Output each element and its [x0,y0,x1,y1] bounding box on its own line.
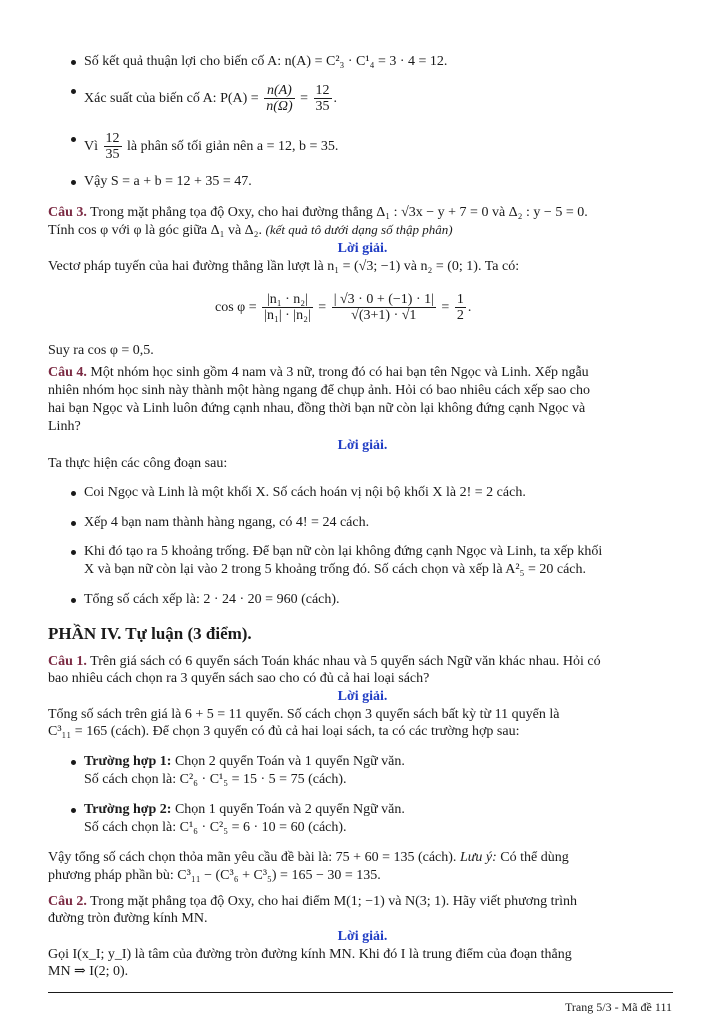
solution-label: Lời giải. [337,438,388,453]
question-4-line-3: hai bạn Ngọc và Linh luôn đứng cạnh nhau, đồng thời bạn nữ còn lại không đứng cạnh Ngọc và [48,401,586,416]
part4-question-2-line-2: đường tròn đường kính MN. [48,911,208,926]
part4-question-1-line-1 [48,653,601,670]
bullet-simplified-fraction [84,130,338,164]
section-heading: PHẦN IV. Tự luận (3 điểm). [48,624,252,643]
probability-label: Xác suất của biến cố A: P(A) = [84,91,259,106]
fraction-denominator: 2 [456,308,464,324]
case-2 [84,801,405,818]
fraction-numerator: n(A) [264,83,294,99]
question-label: Câu 3. [48,205,87,220]
question-3-line-2 [48,221,453,239]
formula-fraction [332,292,436,323]
cosine-formula: cos φ = $\frac{\text{|n₁ · n₂|}}{\text{|n₁| · |n₂|}}$ = $\frac{| √3 \cdot 0 + (-1) \cdot 1|}{√(3+1) \cdot √1}$ = $\frac{1}{2}$ . [215,292,472,324]
case-title: Trường hợp 2: [84,802,172,817]
step-3-continued: X và bạn nữ còn lại vào 2 trong 5 khoảng trống đó. Số cách chọn và xếp là A²₅ = 20 cách. [84,562,586,577]
probability-value-fraction [314,83,332,114]
equals-sign: = [300,91,309,106]
question-4-line-4: Linh? [48,419,81,434]
solution-text: Vectơ pháp tuyến của hai đường thẳng lần lượt là n₁ = (√3; −1) và n₂ = (0; 1). Ta có: [48,259,520,274]
solution-label: Lời giải. [337,929,388,944]
fraction-denominator: 35 [105,147,120,163]
total-line-1 [48,849,569,866]
fraction-numerator: | √3 · 0 + (−1) · 1| [333,292,434,308]
bullet-favorable-outcomes: Số kết quả thuận lợi cho biến cố A: n(A) = C²₃ · C¹₄ = 3 · 4 = 12. [84,54,448,69]
question-note: (kết quả tô dưới dạng số thập phân) [265,222,453,237]
solution-text: Gọi I(x_I; y_I) là tâm của đường tròn đường kính MN. Khi đó I là trung điểm của đoạn thẳng [48,947,572,962]
question-text: Tính cos φ với φ là góc giữa Δ₁ và Δ₂. [48,223,263,238]
question-label: Câu 1. [48,654,87,669]
solution-text: MN ⇒ I(2; 0). [48,964,129,979]
solution-label: Lời giải. [337,689,388,704]
solution-conclusion: Suy ra cos φ = 0,5. [48,343,154,358]
question-4-line-2: nhiên nhóm học sinh này thành một hàng ngang để chụp ảnh. Hỏi có bao nhiêu cách xếp sao cho [48,383,590,398]
bullet-final-sum: Vậy S = a + b = 12 + 35 = 47. [84,174,252,189]
case-1 [84,753,405,770]
fraction-numerator: 12 [105,131,120,147]
fraction-numerator: 12 [315,83,330,99]
question-label: Câu 2. [48,894,87,909]
note-label: Lưu ý: [459,850,497,865]
solution-label: Lời giải. [337,241,388,256]
fraction-denominator: 35 [315,99,330,115]
note-text: Có thể dùng [500,850,569,865]
step-4: Tổng số cách xếp là: 2 · 24 · 20 = 960 (cách). [84,592,340,607]
question-text: Một nhóm học sinh gồm 4 nam và 3 nữ, trong đó có hai bạn tên Ngọc và Linh. Xếp ngẫu [90,365,589,380]
case-text: Chọn 2 quyển Toán và 1 quyển Ngữ văn. [174,754,405,769]
total-text: Vậy tổng số cách chọn thỏa mãn yêu cầu đề bài là: 75 + 60 = 135 (cách). [48,850,457,865]
question-text: Trong mặt phẳng tọa độ Oxy, cho hai điểm M(1; −1) và N(3; 1). Hãy viết phương trình [90,894,578,909]
fraction-numerator: |n₁ · n₂| [262,292,313,308]
fraction-denominator: n(Ω) [266,99,293,115]
step-2: Xếp 4 bạn nam thành hàng ngang, có 4! = 24 cách. [84,515,370,530]
footer-divider [48,992,673,993]
formula-fraction [455,292,466,323]
case-2-calculation: Số cách chọn là: C¹₆ · C²₅ = 6 · 10 = 60 (cách). [84,820,347,835]
total-line-2: phương pháp phần bù: C³₁₁ − (C³₆ + C³₅) = 165 − 30 = 135. [48,868,381,883]
simplified-fraction [104,131,122,162]
fraction-numerator: 1 [456,292,464,308]
case-1-calculation: Số cách chọn là: C²₆ · C¹₅ = 15 · 5 = 75 (cách). [84,772,347,787]
step-3: Khi đó tạo ra 5 khoảng trống. Để bạn nữ còn lại không đứng cạnh Ngọc và Linh, ta xếp khối [84,544,603,559]
question-3-line-1 [48,204,588,221]
question-label: Câu 4. [48,365,87,380]
fraction-denominator: |n₁| · |n₂| [264,308,311,324]
solution-text: Tổng số sách trên giá là 6 + 5 = 11 quyển. Số cách chọn 3 quyển sách bất kỳ từ 11 quyển là [48,707,560,722]
question-text: Trên giá sách có 6 quyển sách Toán khác nhau và 5 quyển sách Ngữ văn khác nhau. Hỏi có [90,654,601,669]
bullet-label: Vì [84,139,98,154]
case-title: Trường hợp 1: [84,754,172,769]
solution-intro: Ta thực hiện các công đoạn sau: [48,456,228,471]
part4-question-1-line-2: bao nhiêu cách chọn ra 3 quyển sách sao cho có đủ cả hai loại sách? [48,671,430,686]
solution-text: C³₁₁ = 165 (cách). Để chọn 3 quyển có đủ cả hai loại sách, ta có các trường hợp sau: [48,724,520,739]
formula-lhs: cos φ = [215,300,257,315]
case-text: Chọn 1 quyển Toán và 2 quyển Ngữ văn. [174,802,405,817]
probability-fraction [264,83,294,114]
part4-question-2-line-1 [48,893,577,910]
question-4-line-1 [48,364,589,381]
page-footer: Trang 5/3 - Mã đề 111 [565,1000,672,1014]
fraction-denominator: √(3+1) · √1 [351,308,417,324]
period: . [333,91,338,106]
bullet-text: là phân số tối giản nên a = 12, b = 35. [127,139,339,154]
step-1: Coi Ngọc và Linh là một khối X. Số cách hoán vị nội bộ khối X là 2! = 2 cách. [84,485,526,500]
bullet-probability [84,82,337,116]
question-text: Trong mặt phẳng tọa độ Oxy, cho hai đường thẳng Δ₁ : √3x − y + 7 = 0 và Δ₂ : y − 5 = 0. [90,205,588,220]
formula-fraction [262,292,313,323]
